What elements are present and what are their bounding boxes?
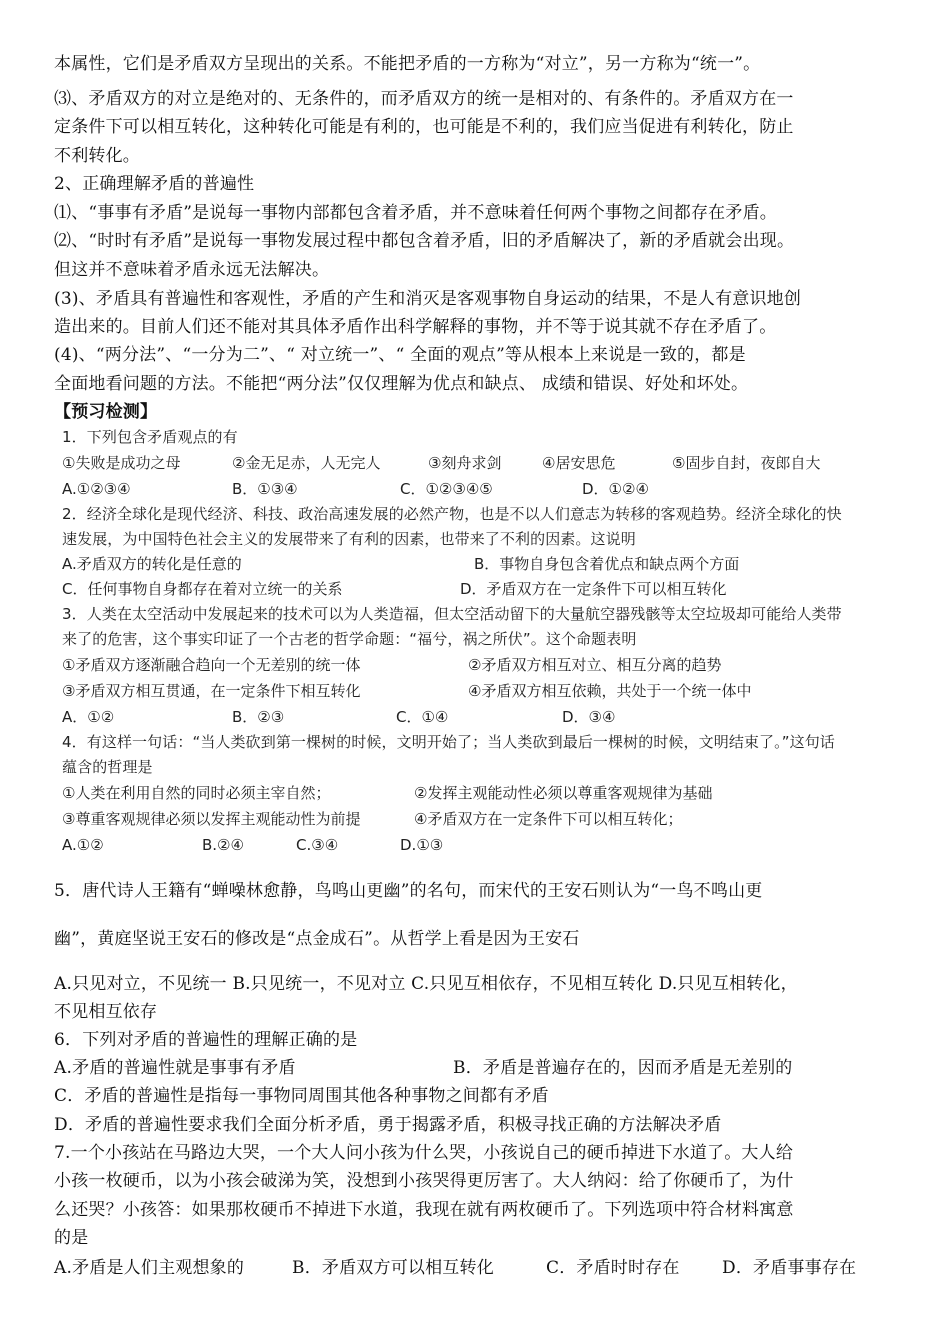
q5-stem: 幽”，黄庭坚说王安石的修改是“点金成石”。从哲学上看是因为王安石: [54, 929, 580, 949]
q7-stem: 的是: [54, 1228, 89, 1248]
q5-options: 不见相互依存: [54, 1002, 158, 1022]
text-line: 定条件下可以相互转化，这种转化可能是有利的，也可能是不利的，我们应当促进有利转化，防止: [54, 117, 794, 137]
q4-stem: 4．有这样一句话：“当人类砍到第一棵树的时候，文明开始了；当人类砍到最后一棵树的时候，文明结束了。”这句话: [62, 733, 835, 751]
q1-item: ⑤固步自封，夜郎自大: [672, 454, 821, 472]
text-line: ⑶、矛盾双方的对立是绝对的、无条件的，而矛盾双方的统一是相对的、有条件的。矛盾双方在一: [54, 89, 794, 109]
q4-item: ①人类在利用自然的同时必须主宰自然；: [62, 784, 331, 802]
q6-option-a: A.矛盾的普遍性就是事事有矛盾: [54, 1058, 296, 1078]
q4-item: ②发挥主观能动性必须以尊重客观规律为基础: [414, 784, 713, 802]
q2-stem: 速发展，为中国特色社会主义的发展带来了有利的因素，也带来了不利的因素。这说明: [62, 530, 636, 548]
q4-option: C.③④: [296, 836, 339, 854]
q6-option-d: D．矛盾的普遍性要求我们全面分析矛盾，勇于揭露矛盾，积极寻找正确的方法解决矛盾: [54, 1115, 722, 1135]
q4-option: D.①③: [400, 836, 444, 854]
text-line: (3)、矛盾具有普遍性和客观性，矛盾的产生和消灭是客观事物自身运动的结果，不是人有意识地创: [54, 289, 802, 309]
q4-stem: 蕴含的哲理是: [62, 758, 153, 776]
q1-item: ④居安思危: [542, 454, 616, 472]
q1-option: D．①②④: [582, 480, 649, 498]
q1-item: ③刻舟求剑: [428, 454, 502, 472]
q3-option: B．②③: [232, 708, 285, 726]
q7-stem: 小孩一枚硬币，以为小孩会破涕为笑，没想到小孩哭得更厉害了。大人纳闷：给了你硬币了，为什: [54, 1171, 794, 1191]
q1-option: A.①②③④: [62, 480, 131, 498]
text-line: 2、正确理解矛盾的普遍性: [54, 174, 255, 194]
q7-option-c: C．矛盾时时存在: [546, 1258, 680, 1278]
q3-option: C．①④: [396, 708, 449, 726]
q1-item: ②金无足赤，人无完人: [232, 454, 381, 472]
q7-stem: 么还哭？小孩答：如果那枚硬币不掉进下水道，我现在就有两枚硬币了。下列选项中符合材料寓意: [54, 1200, 794, 1220]
q2-stem: 2．经济全球化是现代经济、科技、政治高速发展的必然产物，也是不以人们意志为转移的客观趋势。经济全球化的快: [62, 505, 842, 523]
section-title: 【预习检测】: [54, 402, 158, 422]
q5-options: A.只见对立，不见统一 B.只见统一，不见对立 C.只见互相依存，不见相互转化 D.只见互相转化，: [54, 974, 798, 994]
text-line: 不利转化。: [54, 146, 140, 166]
q7-option-a: A.矛盾是人们主观想象的: [54, 1258, 245, 1278]
q3-option: D．③④: [562, 708, 616, 726]
text-line: 造出来的。目前人们还不能对其具体矛盾作出科学解释的事物，并不等于说其就不存在矛盾了。: [54, 317, 777, 337]
q1-item: ①失败是成功之母: [62, 454, 181, 472]
q3-item: ③矛盾双方相互贯通，在一定条件下相互转化: [62, 682, 361, 700]
text-line: ⑴、“事事有矛盾”是说每一事物内部都包含着矛盾，并不意味着任何两个事物之间都存在矛盾。: [54, 203, 777, 223]
q3-option: A．①②: [62, 708, 115, 726]
text-line: 但这并不意味着矛盾永远无法解决。: [54, 260, 330, 280]
text-line: 本属性，它们是矛盾双方呈现出的关系。不能把矛盾的一方称为“对立”，另一方称为“统一”。: [54, 54, 761, 74]
q2-option: C．任何事物自身都存在着对立统一的关系: [62, 580, 343, 598]
q2-option: A.矛盾双方的转化是任意的: [62, 555, 242, 573]
q3-stem: 来了的危害，这个事实印证了一个古老的哲学命题：“福兮，祸之所伏”。这个命题表明: [62, 630, 637, 648]
q7-stem: 7.一个小孩站在马路边大哭，一个大人问小孩为什么哭，小孩说自己的硬币掉进下水道了。大人给: [54, 1143, 794, 1163]
q4-item: ④矛盾双方在一定条件下可以相互转化；: [414, 810, 683, 828]
q7-option-b: B．矛盾双方可以相互转化: [292, 1258, 494, 1278]
q1-option: B．①③④: [232, 480, 298, 498]
q7-option-d: D．矛盾事事存在: [722, 1258, 857, 1278]
text-line: (4)、“两分法”、“一分为二”、“ 对立统一”、“ 全面的观点”等从根本上来说是一致的，都是: [54, 345, 746, 365]
q3-stem: 3．人类在太空活动中发展起来的技术可以为人类造福，但太空活动留下的大量航空器残骸等太空垃圾却可能给人类带: [62, 605, 842, 623]
q3-item: ①矛盾双方逐渐融合趋向一个无差别的统一体: [62, 656, 361, 674]
q3-item: ④矛盾双方相互依赖，共处于一个统一体中: [468, 682, 752, 700]
q4-option: B.②④: [202, 836, 244, 854]
q1-option: C．①②③④⑤: [400, 480, 493, 498]
text-line: ⑵、“时时有矛盾”是说每一事物发展过程中都包含着矛盾，旧的矛盾解决了，新的矛盾就会出现。: [54, 231, 795, 251]
scanned-question-image: [56, 424, 916, 860]
q2-option: B．事物自身包含着优点和缺点两个方面: [474, 555, 740, 573]
q6-stem: 6．下列对矛盾的普遍性的理解正确的是: [54, 1030, 358, 1050]
q4-option: A.①②: [62, 836, 104, 854]
q6-option-c: C．矛盾的普遍性是指每一事物同周围其他各种事物之间都有矛盾: [54, 1086, 549, 1106]
q3-item: ②矛盾双方相互对立、相互分离的趋势: [468, 656, 722, 674]
q4-item: ③尊重客观规律必须以发挥主观能动性为前提: [62, 810, 361, 828]
q2-option: D．矛盾双方在一定条件下可以相互转化: [460, 580, 727, 598]
q5-stem: 5．唐代诗人王籍有“蝉噪林愈静，鸟鸣山更幽”的名句，而宋代的王安石则认为“一鸟不鸣山更: [54, 881, 763, 901]
text-line: 全面地看问题的方法。不能把“两分法”仅仅理解为优点和缺点、 成绩和错误、好处和坏处。: [54, 374, 749, 394]
q1-stem: 1．下列包含矛盾观点的有: [62, 428, 238, 446]
q6-option-b: B．矛盾是普遍存在的，因而矛盾是无差别的: [453, 1058, 793, 1078]
